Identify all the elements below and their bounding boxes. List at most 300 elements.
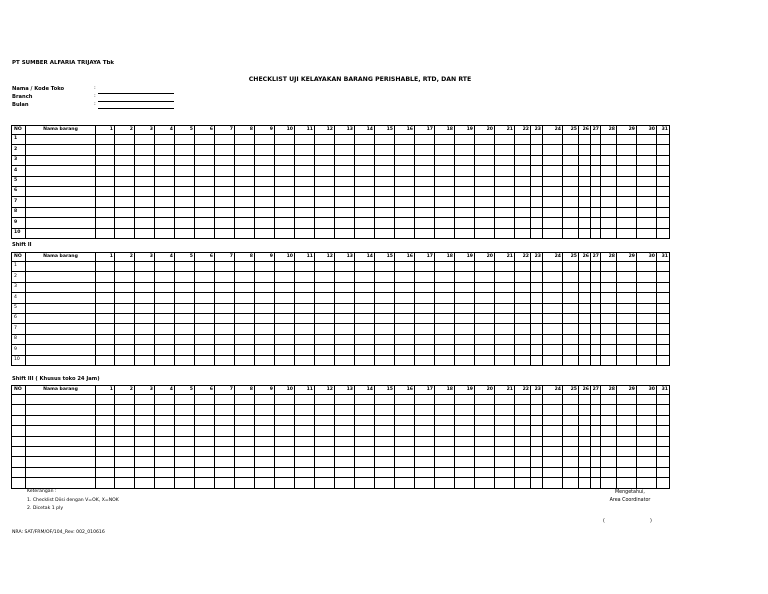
- checklist-cell[interactable]: [415, 478, 435, 488]
- checklist-cell[interactable]: [531, 293, 543, 303]
- checklist-cell[interactable]: [515, 166, 531, 176]
- checklist-cell[interactable]: [275, 313, 295, 323]
- checklist-cell[interactable]: [591, 313, 601, 323]
- checklist-cell[interactable]: [215, 334, 235, 344]
- checklist-cell[interactable]: [375, 262, 395, 272]
- checklist-cell[interactable]: [579, 334, 591, 344]
- checklist-cell[interactable]: [96, 155, 115, 165]
- checklist-cell[interactable]: [435, 218, 455, 228]
- checklist-cell[interactable]: [515, 207, 531, 217]
- checklist-cell[interactable]: [515, 478, 531, 488]
- checklist-cell[interactable]: [475, 405, 495, 415]
- checklist-cell[interactable]: [96, 218, 115, 228]
- checklist-cell[interactable]: [515, 262, 531, 272]
- checklist-cell[interactable]: [255, 186, 275, 196]
- checklist-cell[interactable]: [335, 478, 355, 488]
- checklist-cell[interactable]: [355, 345, 375, 355]
- checklist-cell[interactable]: [375, 415, 395, 425]
- checklist-cell[interactable]: [375, 207, 395, 217]
- checklist-cell[interactable]: [543, 324, 563, 334]
- checklist-cell[interactable]: [591, 135, 601, 145]
- month-field[interactable]: [98, 108, 174, 109]
- checklist-cell[interactable]: [515, 334, 531, 344]
- checklist-cell[interactable]: [637, 467, 657, 477]
- checklist-cell[interactable]: [395, 426, 415, 436]
- checklist-cell[interactable]: [495, 334, 515, 344]
- checklist-cell[interactable]: [657, 176, 670, 186]
- checklist-cell[interactable]: [96, 478, 115, 488]
- checklist-cell[interactable]: [617, 272, 637, 282]
- checklist-cell[interactable]: [591, 467, 601, 477]
- checklist-cell[interactable]: [115, 324, 135, 334]
- checklist-cell[interactable]: [215, 218, 235, 228]
- checklist-cell[interactable]: [175, 436, 195, 446]
- checklist-cell[interactable]: [563, 218, 579, 228]
- checklist-cell[interactable]: [637, 405, 657, 415]
- checklist-cell[interactable]: [155, 478, 175, 488]
- checklist-cell[interactable]: [591, 334, 601, 344]
- checklist-cell[interactable]: [617, 334, 637, 344]
- checklist-cell[interactable]: [563, 293, 579, 303]
- checklist-cell[interactable]: [495, 457, 515, 467]
- checklist-cell[interactable]: [175, 324, 195, 334]
- item-name-cell[interactable]: [26, 446, 96, 456]
- checklist-cell[interactable]: [355, 426, 375, 436]
- checklist-cell[interactable]: [96, 135, 115, 145]
- checklist-cell[interactable]: [531, 324, 543, 334]
- checklist-cell[interactable]: [135, 218, 155, 228]
- checklist-cell[interactable]: [235, 426, 255, 436]
- checklist-cell[interactable]: [579, 467, 591, 477]
- checklist-cell[interactable]: [657, 282, 670, 292]
- checklist-cell[interactable]: [515, 197, 531, 207]
- checklist-cell[interactable]: [355, 262, 375, 272]
- checklist-cell[interactable]: [415, 303, 435, 313]
- checklist-cell[interactable]: [235, 207, 255, 217]
- checklist-cell[interactable]: [495, 145, 515, 155]
- checklist-cell[interactable]: [531, 155, 543, 165]
- checklist-cell[interactable]: [175, 405, 195, 415]
- checklist-cell[interactable]: [235, 467, 255, 477]
- item-name-cell[interactable]: [26, 436, 96, 446]
- checklist-cell[interactable]: [395, 135, 415, 145]
- checklist-cell[interactable]: [295, 166, 315, 176]
- checklist-cell[interactable]: [295, 145, 315, 155]
- checklist-cell[interactable]: [395, 176, 415, 186]
- checklist-cell[interactable]: [601, 313, 617, 323]
- checklist-cell[interactable]: [355, 334, 375, 344]
- checklist-cell[interactable]: [135, 478, 155, 488]
- checklist-cell[interactable]: [355, 228, 375, 238]
- checklist-cell[interactable]: [563, 415, 579, 425]
- checklist-cell[interactable]: [255, 405, 275, 415]
- checklist-cell[interactable]: [579, 415, 591, 425]
- checklist-cell[interactable]: [295, 262, 315, 272]
- checklist-cell[interactable]: [135, 282, 155, 292]
- checklist-cell[interactable]: [415, 272, 435, 282]
- checklist-cell[interactable]: [115, 135, 135, 145]
- checklist-cell[interactable]: [637, 478, 657, 488]
- checklist-cell[interactable]: [591, 197, 601, 207]
- checklist-cell[interactable]: [135, 293, 155, 303]
- checklist-cell[interactable]: [235, 334, 255, 344]
- checklist-cell[interactable]: [195, 324, 215, 334]
- checklist-cell[interactable]: [543, 197, 563, 207]
- checklist-cell[interactable]: [135, 324, 155, 334]
- item-name-cell[interactable]: [26, 405, 96, 415]
- checklist-cell[interactable]: [235, 135, 255, 145]
- checklist-cell[interactable]: [275, 426, 295, 436]
- checklist-cell[interactable]: [579, 218, 591, 228]
- checklist-cell[interactable]: [617, 405, 637, 415]
- checklist-cell[interactable]: [657, 145, 670, 155]
- checklist-cell[interactable]: [455, 166, 475, 176]
- checklist-cell[interactable]: [335, 207, 355, 217]
- checklist-cell[interactable]: [531, 467, 543, 477]
- checklist-cell[interactable]: [175, 467, 195, 477]
- checklist-cell[interactable]: [563, 207, 579, 217]
- checklist-cell[interactable]: [315, 324, 335, 334]
- checklist-cell[interactable]: [415, 426, 435, 436]
- checklist-cell[interactable]: [601, 395, 617, 405]
- checklist-cell[interactable]: [395, 395, 415, 405]
- checklist-cell[interactable]: [155, 228, 175, 238]
- checklist-cell[interactable]: [617, 345, 637, 355]
- checklist-cell[interactable]: [543, 282, 563, 292]
- checklist-cell[interactable]: [563, 272, 579, 282]
- checklist-cell[interactable]: [195, 135, 215, 145]
- checklist-cell[interactable]: [315, 218, 335, 228]
- checklist-cell[interactable]: [255, 313, 275, 323]
- checklist-cell[interactable]: [601, 197, 617, 207]
- item-name-cell[interactable]: [26, 155, 96, 165]
- checklist-cell[interactable]: [657, 405, 670, 415]
- checklist-cell[interactable]: [395, 166, 415, 176]
- checklist-cell[interactable]: [495, 478, 515, 488]
- checklist-cell[interactable]: [579, 478, 591, 488]
- checklist-cell[interactable]: [395, 228, 415, 238]
- checklist-cell[interactable]: [115, 207, 135, 217]
- checklist-cell[interactable]: [355, 457, 375, 467]
- checklist-cell[interactable]: [591, 478, 601, 488]
- checklist-cell[interactable]: [601, 293, 617, 303]
- checklist-cell[interactable]: [275, 334, 295, 344]
- checklist-cell[interactable]: [115, 415, 135, 425]
- checklist-cell[interactable]: [515, 467, 531, 477]
- checklist-cell[interactable]: [563, 228, 579, 238]
- checklist-cell[interactable]: [579, 262, 591, 272]
- checklist-cell[interactable]: [415, 282, 435, 292]
- checklist-cell[interactable]: [415, 405, 435, 415]
- checklist-cell[interactable]: [455, 228, 475, 238]
- checklist-cell[interactable]: [395, 207, 415, 217]
- checklist-cell[interactable]: [601, 228, 617, 238]
- checklist-cell[interactable]: [475, 272, 495, 282]
- checklist-cell[interactable]: [315, 207, 335, 217]
- checklist-cell[interactable]: [435, 207, 455, 217]
- checklist-cell[interactable]: [375, 478, 395, 488]
- checklist-cell[interactable]: [115, 395, 135, 405]
- checklist-cell[interactable]: [235, 303, 255, 313]
- checklist-cell[interactable]: [255, 303, 275, 313]
- checklist-cell[interactable]: [335, 303, 355, 313]
- checklist-cell[interactable]: [215, 467, 235, 477]
- checklist-cell[interactable]: [175, 446, 195, 456]
- checklist-cell[interactable]: [395, 324, 415, 334]
- checklist-cell[interactable]: [115, 334, 135, 344]
- checklist-cell[interactable]: [637, 176, 657, 186]
- checklist-cell[interactable]: [235, 324, 255, 334]
- checklist-cell[interactable]: [355, 415, 375, 425]
- checklist-cell[interactable]: [531, 426, 543, 436]
- checklist-cell[interactable]: [415, 395, 435, 405]
- checklist-cell[interactable]: [531, 135, 543, 145]
- checklist-cell[interactable]: [315, 155, 335, 165]
- checklist-cell[interactable]: [395, 155, 415, 165]
- checklist-cell[interactable]: [135, 345, 155, 355]
- item-name-cell[interactable]: [26, 467, 96, 477]
- checklist-cell[interactable]: [315, 446, 335, 456]
- checklist-cell[interactable]: [435, 355, 455, 365]
- checklist-cell[interactable]: [395, 415, 415, 425]
- checklist-cell[interactable]: [215, 355, 235, 365]
- checklist-cell[interactable]: [435, 186, 455, 196]
- checklist-cell[interactable]: [275, 395, 295, 405]
- checklist-cell[interactable]: [155, 345, 175, 355]
- checklist-cell[interactable]: [215, 457, 235, 467]
- checklist-cell[interactable]: [375, 135, 395, 145]
- checklist-cell[interactable]: [455, 176, 475, 186]
- checklist-cell[interactable]: [235, 197, 255, 207]
- checklist-cell[interactable]: [591, 446, 601, 456]
- checklist-cell[interactable]: [515, 324, 531, 334]
- checklist-cell[interactable]: [435, 145, 455, 155]
- checklist-cell[interactable]: [375, 176, 395, 186]
- checklist-cell[interactable]: [475, 446, 495, 456]
- checklist-cell[interactable]: [315, 145, 335, 155]
- checklist-cell[interactable]: [235, 145, 255, 155]
- checklist-cell[interactable]: [531, 334, 543, 344]
- checklist-cell[interactable]: [395, 303, 415, 313]
- checklist-cell[interactable]: [175, 197, 195, 207]
- checklist-cell[interactable]: [195, 355, 215, 365]
- checklist-cell[interactable]: [395, 145, 415, 155]
- checklist-cell[interactable]: [415, 324, 435, 334]
- checklist-cell[interactable]: [531, 272, 543, 282]
- checklist-cell[interactable]: [215, 395, 235, 405]
- checklist-cell[interactable]: [657, 155, 670, 165]
- checklist-cell[interactable]: [563, 262, 579, 272]
- checklist-cell[interactable]: [617, 324, 637, 334]
- checklist-cell[interactable]: [115, 293, 135, 303]
- checklist-cell[interactable]: [155, 303, 175, 313]
- checklist-cell[interactable]: [579, 186, 591, 196]
- checklist-cell[interactable]: [657, 446, 670, 456]
- checklist-cell[interactable]: [195, 334, 215, 344]
- checklist-cell[interactable]: [235, 457, 255, 467]
- checklist-cell[interactable]: [355, 145, 375, 155]
- checklist-cell[interactable]: [315, 176, 335, 186]
- checklist-cell[interactable]: [515, 228, 531, 238]
- checklist-cell[interactable]: [315, 334, 335, 344]
- item-name-cell[interactable]: [26, 457, 96, 467]
- checklist-cell[interactable]: [235, 355, 255, 365]
- checklist-cell[interactable]: [155, 282, 175, 292]
- item-name-cell[interactable]: [26, 186, 96, 196]
- checklist-cell[interactable]: [657, 334, 670, 344]
- checklist-cell[interactable]: [295, 313, 315, 323]
- checklist-cell[interactable]: [601, 457, 617, 467]
- checklist-cell[interactable]: [415, 293, 435, 303]
- checklist-cell[interactable]: [531, 395, 543, 405]
- checklist-cell[interactable]: [235, 405, 255, 415]
- checklist-cell[interactable]: [96, 313, 115, 323]
- checklist-cell[interactable]: [195, 446, 215, 456]
- checklist-cell[interactable]: [395, 436, 415, 446]
- checklist-cell[interactable]: [657, 426, 670, 436]
- checklist-cell[interactable]: [455, 395, 475, 405]
- checklist-cell[interactable]: [355, 405, 375, 415]
- checklist-cell[interactable]: [115, 272, 135, 282]
- checklist-cell[interactable]: [495, 426, 515, 436]
- checklist-cell[interactable]: [455, 478, 475, 488]
- checklist-cell[interactable]: [617, 228, 637, 238]
- checklist-cell[interactable]: [657, 415, 670, 425]
- checklist-cell[interactable]: [275, 145, 295, 155]
- checklist-cell[interactable]: [155, 272, 175, 282]
- checklist-cell[interactable]: [215, 145, 235, 155]
- checklist-cell[interactable]: [355, 467, 375, 477]
- checklist-cell[interactable]: [155, 436, 175, 446]
- checklist-cell[interactable]: [355, 478, 375, 488]
- checklist-cell[interactable]: [455, 334, 475, 344]
- checklist-cell[interactable]: [657, 166, 670, 176]
- checklist-cell[interactable]: [515, 415, 531, 425]
- checklist-cell[interactable]: [637, 135, 657, 145]
- checklist-cell[interactable]: [295, 457, 315, 467]
- checklist-cell[interactable]: [175, 135, 195, 145]
- checklist-cell[interactable]: [515, 155, 531, 165]
- checklist-cell[interactable]: [515, 405, 531, 415]
- checklist-cell[interactable]: [295, 415, 315, 425]
- checklist-cell[interactable]: [455, 345, 475, 355]
- checklist-cell[interactable]: [601, 272, 617, 282]
- checklist-cell[interactable]: [617, 446, 637, 456]
- checklist-cell[interactable]: [591, 262, 601, 272]
- checklist-cell[interactable]: [195, 272, 215, 282]
- checklist-cell[interactable]: [335, 457, 355, 467]
- checklist-cell[interactable]: [515, 272, 531, 282]
- checklist-cell[interactable]: [601, 446, 617, 456]
- checklist-cell[interactable]: [475, 135, 495, 145]
- checklist-cell[interactable]: [215, 262, 235, 272]
- item-name-cell[interactable]: [26, 426, 96, 436]
- checklist-cell[interactable]: [375, 405, 395, 415]
- checklist-cell[interactable]: [579, 446, 591, 456]
- checklist-cell[interactable]: [235, 436, 255, 446]
- checklist-cell[interactable]: [637, 166, 657, 176]
- checklist-cell[interactable]: [531, 446, 543, 456]
- checklist-cell[interactable]: [515, 135, 531, 145]
- checklist-cell[interactable]: [415, 355, 435, 365]
- checklist-cell[interactable]: [335, 145, 355, 155]
- checklist-cell[interactable]: [235, 262, 255, 272]
- checklist-cell[interactable]: [96, 405, 115, 415]
- checklist-cell[interactable]: [155, 334, 175, 344]
- checklist-cell[interactable]: [495, 446, 515, 456]
- checklist-cell[interactable]: [415, 207, 435, 217]
- checklist-cell[interactable]: [135, 313, 155, 323]
- checklist-cell[interactable]: [335, 405, 355, 415]
- checklist-cell[interactable]: [579, 135, 591, 145]
- item-name-cell[interactable]: [26, 145, 96, 155]
- checklist-cell[interactable]: [135, 405, 155, 415]
- checklist-cell[interactable]: [415, 334, 435, 344]
- checklist-cell[interactable]: [475, 207, 495, 217]
- checklist-cell[interactable]: [475, 228, 495, 238]
- checklist-cell[interactable]: [175, 262, 195, 272]
- checklist-cell[interactable]: [495, 197, 515, 207]
- checklist-cell[interactable]: [375, 303, 395, 313]
- checklist-cell[interactable]: [255, 467, 275, 477]
- checklist-cell[interactable]: [215, 426, 235, 436]
- checklist-cell[interactable]: [295, 135, 315, 145]
- checklist-cell[interactable]: [215, 272, 235, 282]
- checklist-cell[interactable]: [515, 457, 531, 467]
- checklist-cell[interactable]: [563, 355, 579, 365]
- checklist-cell[interactable]: [135, 135, 155, 145]
- checklist-cell[interactable]: [591, 145, 601, 155]
- checklist-cell[interactable]: [215, 176, 235, 186]
- checklist-cell[interactable]: [601, 207, 617, 217]
- checklist-cell[interactable]: [601, 415, 617, 425]
- checklist-cell[interactable]: [115, 197, 135, 207]
- checklist-cell[interactable]: [637, 293, 657, 303]
- checklist-cell[interactable]: [495, 405, 515, 415]
- checklist-cell[interactable]: [96, 262, 115, 272]
- checklist-cell[interactable]: [543, 467, 563, 477]
- checklist-cell[interactable]: [315, 426, 335, 436]
- checklist-cell[interactable]: [601, 467, 617, 477]
- checklist-cell[interactable]: [543, 415, 563, 425]
- checklist-cell[interactable]: [531, 166, 543, 176]
- checklist-cell[interactable]: [135, 395, 155, 405]
- checklist-cell[interactable]: [475, 355, 495, 365]
- checklist-cell[interactable]: [475, 218, 495, 228]
- checklist-cell[interactable]: [215, 166, 235, 176]
- checklist-cell[interactable]: [435, 478, 455, 488]
- checklist-cell[interactable]: [315, 166, 335, 176]
- checklist-cell[interactable]: [455, 262, 475, 272]
- item-name-cell[interactable]: [26, 207, 96, 217]
- checklist-cell[interactable]: [295, 272, 315, 282]
- checklist-cell[interactable]: [601, 345, 617, 355]
- checklist-cell[interactable]: [96, 197, 115, 207]
- checklist-cell[interactable]: [415, 145, 435, 155]
- checklist-cell[interactable]: [591, 405, 601, 415]
- checklist-cell[interactable]: [155, 355, 175, 365]
- checklist-cell[interactable]: [215, 345, 235, 355]
- checklist-cell[interactable]: [591, 303, 601, 313]
- checklist-cell[interactable]: [195, 166, 215, 176]
- checklist-cell[interactable]: [563, 313, 579, 323]
- checklist-cell[interactable]: [395, 446, 415, 456]
- checklist-cell[interactable]: [543, 313, 563, 323]
- item-name-cell[interactable]: [26, 334, 96, 344]
- checklist-cell[interactable]: [637, 457, 657, 467]
- checklist-cell[interactable]: [617, 218, 637, 228]
- checklist-cell[interactable]: [195, 262, 215, 272]
